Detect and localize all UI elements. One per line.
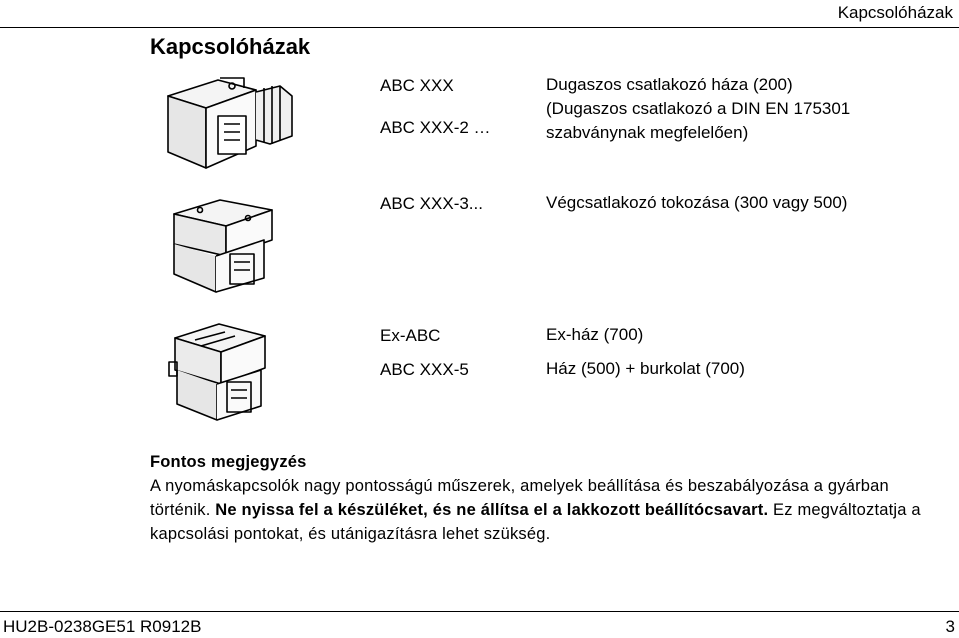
page-title: Kapcsolóházak (150, 34, 311, 59)
product-code: ABC XXX-5 (380, 360, 469, 379)
product-description: Ex-ház (700) (546, 325, 644, 344)
product-description: Dugaszos csatlakozó háza (200) (546, 75, 793, 94)
product-code: Ex-ABC (380, 326, 441, 345)
product-code: ABC XXX (380, 76, 454, 95)
note-warning: Ne nyissa fel a készüléket, és ne állítsa el a lakkozott beállítócsavart. (215, 501, 769, 519)
housing-ex-image (165, 318, 275, 428)
note-heading: Fontos megjegyzés (150, 453, 307, 471)
product-description: szabványnak megfelelően) (546, 123, 749, 142)
footer-rule (0, 611, 959, 612)
running-header: Kapcsolóházak (837, 3, 953, 22)
housing-terminal-image (160, 194, 285, 299)
product-code: ABC XXX-3... (380, 194, 483, 213)
page-number: 3 (945, 617, 955, 636)
document-code: HU2B-0238GE51 R0912B (3, 617, 202, 636)
product-code: ABC XXX-2 … (380, 118, 491, 137)
housing-plug-connector-image (160, 74, 300, 174)
product-description: Végcsatlakozó tokozása (300 vagy 500) (546, 193, 848, 212)
important-note (150, 450, 950, 546)
header-rule (0, 27, 959, 28)
note-text: A nyomáskapcsolók nagy pontosságú műszerek, amelyek beállítása és beszabályozása a gyárban történik. (150, 477, 889, 519)
note-text: Ez megváltoztatja a kapcsolási pontokat, és utánigazításra lehet szükség. (150, 501, 921, 543)
note-body (150, 474, 950, 546)
product-description: (Dugaszos csatlakozó a DIN EN 175301 (546, 99, 851, 118)
product-description: Ház (500) + burkolat (700) (546, 359, 745, 378)
